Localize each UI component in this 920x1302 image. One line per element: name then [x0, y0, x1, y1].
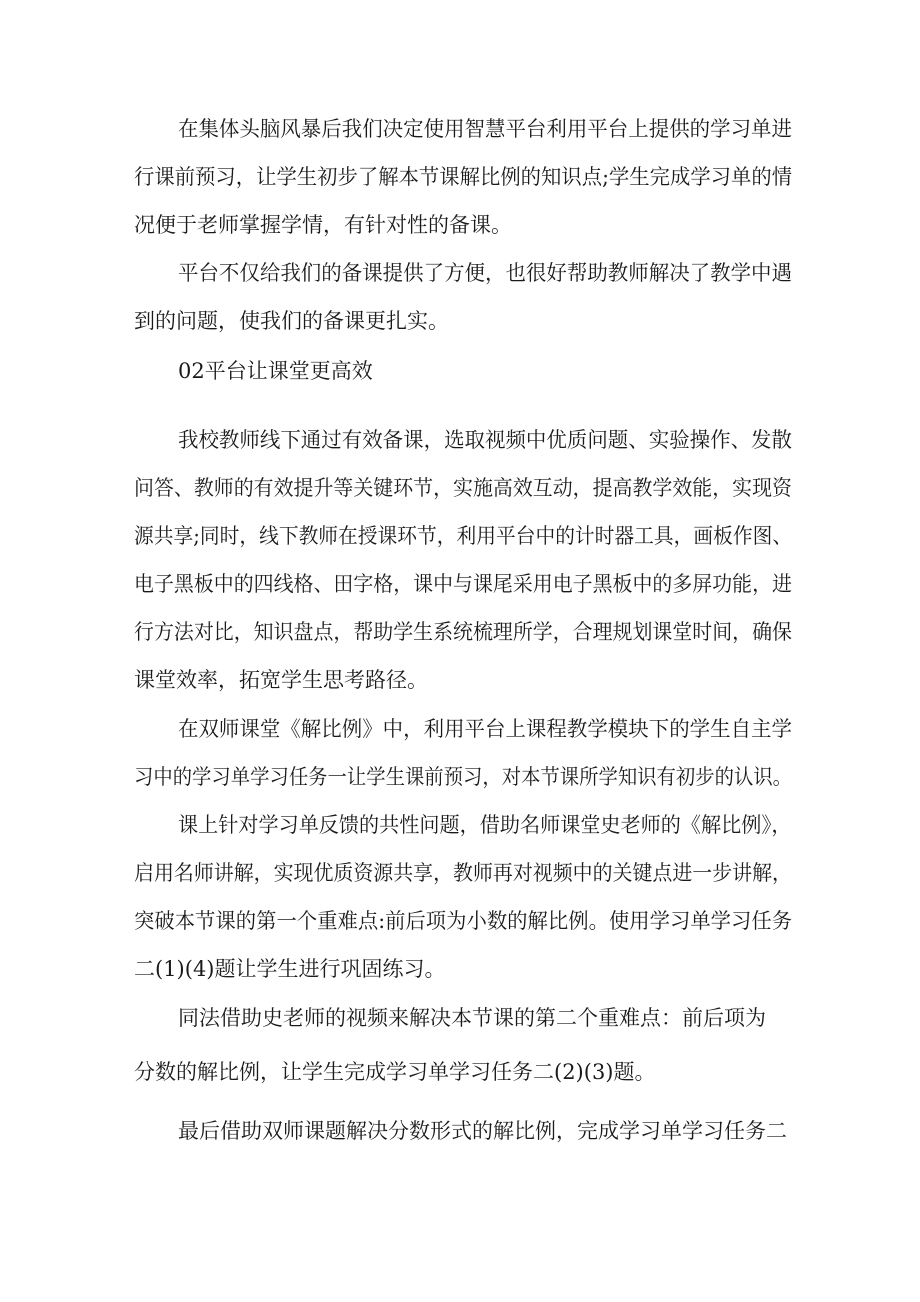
text-line: 平台不仅给我们的备课提供了方便，也很好帮助教师解决了教学中遇 [178, 261, 792, 285]
text-line: 习中的学习单学习任务一让学生课前预习，对本节课所学知识有初步的认识。 [134, 765, 793, 789]
text-line: 源共享;同时，线下教师在授课环节，利用平台中的计时器工具，画板作图、 [134, 524, 793, 548]
text-line: 启用名师讲解，实现优质资源共享，教师再对视频中的关键点进一步讲解， [134, 861, 793, 885]
text-line: 在双师课堂《解比例》中，利用平台上课程教学模块下的学生自主学 [178, 717, 792, 741]
text-line: 电子黑板中的四线格、田字格，课中与课尾采用电子黑板中的多屏功能，进 [134, 572, 793, 596]
text-line: 突破本节课的第一个重难点:前后项为小数的解比例。使用学习单学习任务 [134, 909, 793, 933]
text-line: 分数的解比例，让学生完成学习单学习任务二(2)(3)题。 [134, 1060, 656, 1084]
text-line: 同法借助史老师的视频来解决本节课的第二个重难点：前后项为 [178, 1006, 766, 1030]
text-line: 行方法对比，知识盘点，帮助学生系统梳理所学，合理规划课堂时间，确保 [134, 620, 793, 644]
text-line: 课上针对学习单反馈的共性问题，借助名师课堂史老师的《解比例》， [178, 813, 792, 837]
section-heading-text: 02平台让课堂更高效 [178, 359, 373, 383]
text-line: 我校教师线下通过有效备课，选取视频中优质问题、实验操作、发散 [178, 428, 792, 452]
text-line: 到的问题，使我们的备课更扎实。 [134, 309, 449, 333]
text-line: 课堂效率，拓宽学生思考路径。 [134, 668, 428, 692]
text-line: 最后借助双师课题解决分数形式的解比例，完成学习单学习任务二 [178, 1119, 787, 1143]
text-line: 二(1)(4)题让学生进行巩固练习。 [134, 957, 446, 981]
text-line: 问答、教师的有效提升等关键环节，实施高效互动，提高教学效能，实现资 [134, 476, 793, 500]
text-line: 在集体头脑风暴后我们决定使用智慧平台利用平台上提供的学习单进 [178, 117, 792, 141]
text-line: 况便于老师掌握学情，有针对性的备课。 [134, 213, 512, 237]
text-line: 行课前预习，让学生初步了解本节课解比例的知识点;学生完成学习单的情 [134, 165, 793, 189]
